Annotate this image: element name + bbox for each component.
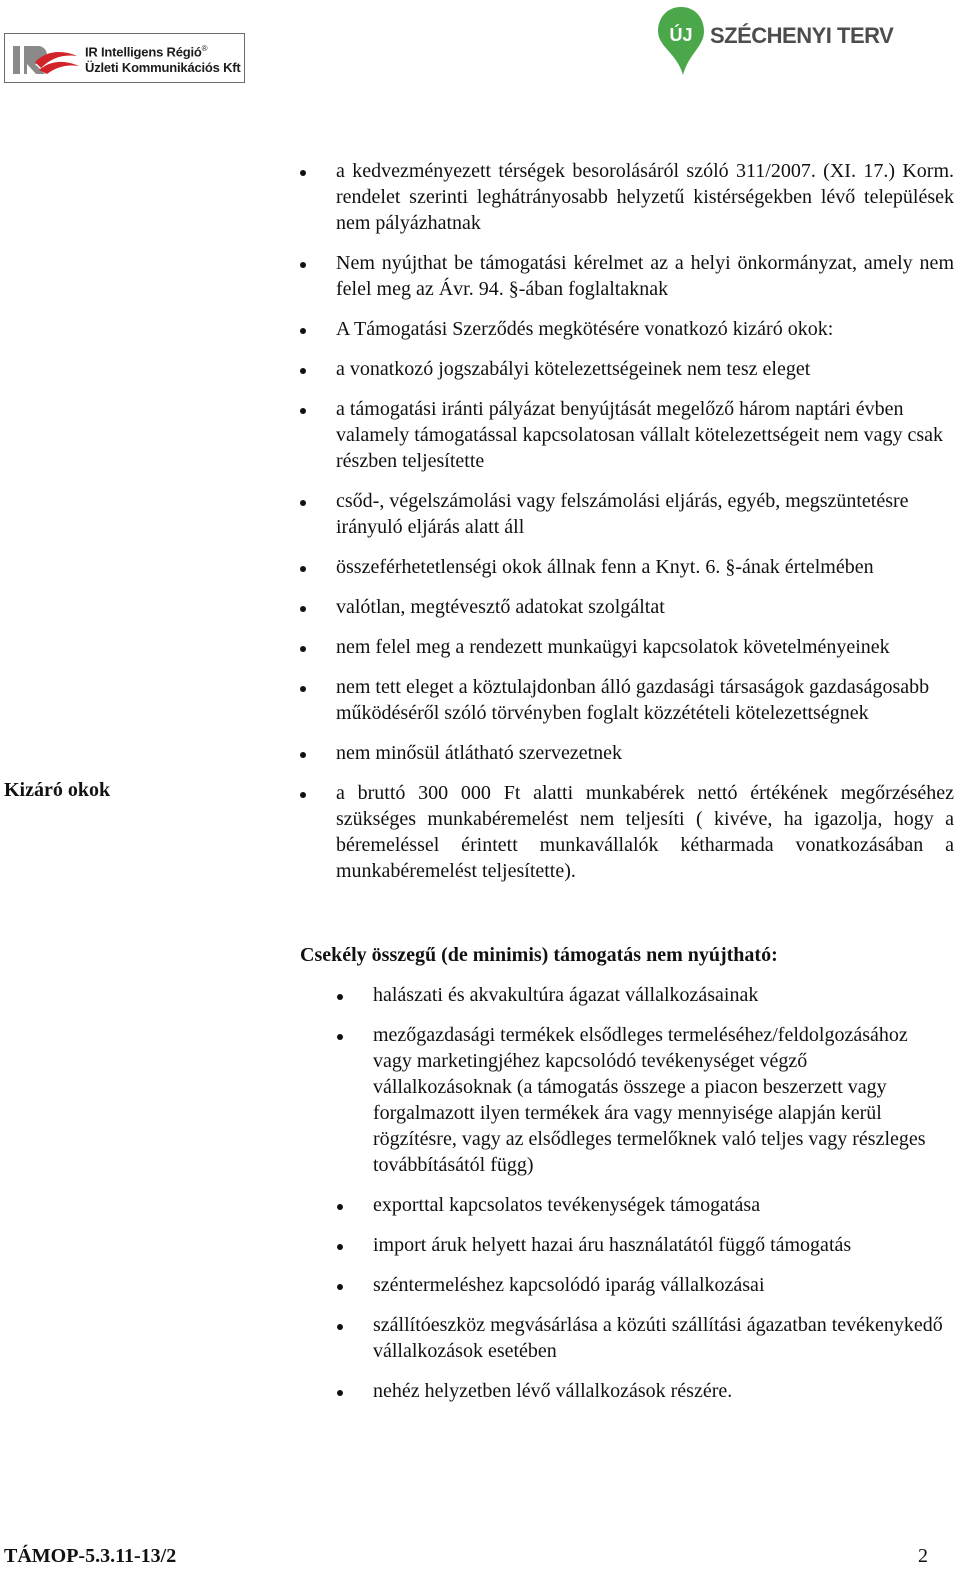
list-item: nem tett eleget a köztulajdonban álló gazdasági társaságok gazdaságosabb működéséről szóló törvényben foglalt közzétételi kötelezettségnek	[336, 674, 954, 726]
list-item: import áruk helyett hazai áru használatától függő támogatás	[373, 1232, 943, 1258]
bullet-icon	[337, 994, 343, 1000]
bullet-icon	[337, 1284, 343, 1290]
szt-badge: ÚJ	[669, 25, 693, 45]
list-item: a támogatási iránti pályázat benyújtását megelőző három naptári évben valamely támogatással kapcsolatosan vállalt kötelezettségeit nem vagy csak részben teljesítette	[336, 396, 954, 474]
ir-logo-icon	[11, 40, 81, 78]
uj-szechenyi-terv-logo	[656, 5, 896, 77]
list-item: összeférhetetlenségi okok állnak fenn a Knyt. 6. §-ának értelmében	[336, 554, 954, 580]
ir-logo-line1: IR Intelligens Régió	[85, 44, 202, 60]
szechenyi-terv-icon	[656, 5, 706, 77]
bullet-icon	[300, 408, 306, 414]
list-item: szállítóeszköz megvásárlása a közúti szállítási ágazatban tevékenykedő vállalkozások esetében	[373, 1312, 943, 1364]
list-item: valótlan, megtévesztő adatokat szolgáltat	[336, 594, 954, 620]
ir-logo-line2: Üzleti Kommunikációs Kft	[85, 60, 241, 76]
bullet-icon	[300, 752, 306, 758]
list-item: exporttal kapcsolatos tevékenységek támogatása	[373, 1192, 943, 1218]
list-item: a bruttó 300 000 Ft alatti munkabérek nettó értékének megőrzéséhez szükséges munkabéremelést nem teljesíti ( kivéve, ha igazolja, hogy a béremeléssel érintett munkavállalók kétharmada vonatkozásában a munkabéremelést teljesítette).	[336, 780, 954, 884]
bullet-icon	[300, 170, 306, 176]
list-item: széntermeléshez kapcsolódó iparág vállalkozásai	[373, 1272, 943, 1298]
bullet-icon	[300, 328, 306, 334]
list-item: mezőgazdasági termékek elsődleges termeléséhez/feldolgozásához vagy marketingjéhez kapcsolódó tevékenységet végző vállalkozásoknak (a támogatás összege a piacon beszerzett vagy forgalmazott ilyen termékek ára vagy mennyisége alapján kerül rögzítésre, vagy az elsődleges termelőknek való teljes vagy részleges továbbításától függ)	[373, 1022, 943, 1178]
de-minimis-heading: Csekély összegű (de minimis) támogatás nem nyújtható:	[300, 944, 778, 966]
bullet-icon	[300, 368, 306, 374]
bullet-icon	[337, 1390, 343, 1396]
list-item: nehéz helyzetben lévő vállalkozások részére.	[373, 1378, 943, 1404]
bullet-icon	[337, 1324, 343, 1330]
bullet-icon	[337, 1034, 343, 1040]
bullet-icon	[300, 606, 306, 612]
footer-document-code: TÁMOP-5.3.11-13/2	[4, 1545, 177, 1567]
list-item: A Támogatási Szerződés megkötésére vonatkozó kizáró okok:	[336, 316, 954, 342]
list-item: nem minősül átlátható szervezetnek	[336, 740, 954, 766]
bullet-icon	[300, 566, 306, 572]
ir-intelligens-regio-logo	[4, 33, 245, 83]
bullet-icon	[300, 686, 306, 692]
bullet-icon	[300, 262, 306, 268]
list-item: a vonatkozó jogszabályi kötelezettségeinek nem tesz eleget	[336, 356, 954, 382]
bullet-icon	[337, 1204, 343, 1210]
page-header	[0, 0, 960, 95]
de-minimis-list	[373, 982, 943, 1418]
bullet-icon	[300, 792, 306, 798]
szt-name: SZÉCHENYI TERV	[710, 23, 894, 48]
list-item: nem felel meg a rendezett munkaügyi kapcsolatok követelményeinek	[336, 634, 954, 660]
bullet-icon	[300, 500, 306, 506]
exclusion-reasons-list	[336, 158, 954, 898]
list-item: csőd-, végelszámolási vagy felszámolási eljárás, egyéb, megszüntetésre irányuló eljárás alatt áll	[336, 488, 954, 540]
registered-mark: ®	[201, 44, 208, 53]
list-item: a kedvezményezett térségek besorolásáról szóló 311/2007. (XI. 17.) Korm. rendelet szerinti leghátrányosabb helyzetű kistérségekben lévő települések nem pályázhatnak	[336, 158, 954, 236]
list-item: halászati és akvakultúra ágazat vállalkozásainak	[373, 982, 943, 1008]
bullet-icon	[337, 1244, 343, 1250]
bullet-icon	[300, 646, 306, 652]
section-label-kizaro-okok: Kizáró okok	[4, 779, 111, 801]
list-item: Nem nyújthat be támogatási kérelmet az a helyi önkormányzat, amely nem felel meg az Ávr. 94. §-ában foglaltaknak	[336, 250, 954, 302]
footer-page-number: 2	[918, 1545, 928, 1567]
